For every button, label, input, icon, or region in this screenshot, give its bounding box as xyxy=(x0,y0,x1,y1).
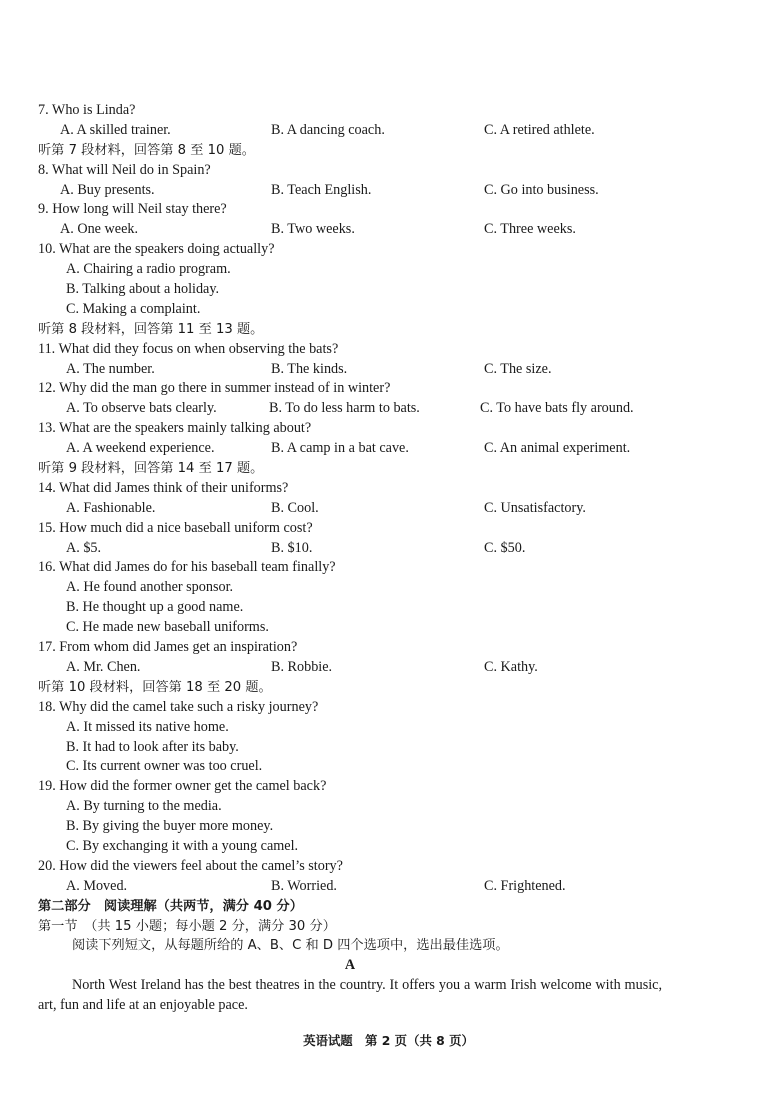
option-a: A. Buy presents. xyxy=(60,181,155,198)
question-20: 20. How did the viewers feel about the camel’s story? xyxy=(38,857,343,874)
option-c: C. An animal experiment. xyxy=(484,440,631,457)
option-c: C. He made new baseball uniforms. xyxy=(66,619,269,636)
option-b: B. He thought up a good name. xyxy=(66,599,244,616)
option-b: B. It had to look after its baby. xyxy=(66,738,239,755)
question-7-options xyxy=(38,121,668,141)
option-a: A. A skilled trainer. xyxy=(60,121,171,138)
option-c: C. A retired athlete. xyxy=(484,121,595,138)
option-a: A. It missed its native home. xyxy=(66,718,229,735)
question-13: 13. What are the speakers mainly talking about? xyxy=(38,420,312,437)
section-1-title: 第一节 （共 15 小题；每小题 2 分，满分 30 分） xyxy=(38,918,336,934)
option-c: C. The size. xyxy=(484,360,552,377)
option-b: B. By giving the buyer more money. xyxy=(66,818,274,835)
question-14: 14. What did James think of their uniforms? xyxy=(38,479,289,496)
option-c: C. To have bats fly around. xyxy=(480,400,634,417)
page-footer: 英语试题 第 2 页（共 8 页） xyxy=(303,1033,474,1048)
question-19: 19. How did the former owner get the camel back? xyxy=(38,778,327,795)
option-a: A. The number. xyxy=(66,360,155,377)
option-c: C. Three weeks. xyxy=(484,221,576,238)
option-a: A. Fashionable. xyxy=(66,499,156,516)
option-c: C. Unsatisfactory. xyxy=(484,499,586,516)
question-10: 10. What are the speakers doing actually? xyxy=(38,241,275,258)
page-content xyxy=(38,101,668,1016)
question-11: 11. What did they focus on when observing the bats? xyxy=(38,340,339,357)
option-b: B. A camp in a bat cave. xyxy=(271,440,409,457)
option-a: A. Moved. xyxy=(66,877,128,894)
option-a: A. A weekend experience. xyxy=(66,440,215,457)
option-a: A. He found another sponsor. xyxy=(66,579,234,596)
question-8-options xyxy=(38,181,668,201)
question-13-options xyxy=(38,439,668,459)
question-17: 17. From whom did James get an inspiration? xyxy=(38,639,298,656)
option-b: B. Two weeks. xyxy=(271,221,355,238)
question-16: 16. What did James do for his baseball team finally? xyxy=(38,559,336,576)
question-12: 12. Why did the man go there in summer instead of in winter? xyxy=(38,380,391,397)
instructions: 阅读下列短文，从每题所给的 A、B、C 和 D 四个选项中，选出最佳选项。 xyxy=(72,938,509,954)
option-c: C. By exchanging it with a young camel. xyxy=(66,837,299,854)
section-heading-8: 听第 8 段材料，回答第 11 至 13 题。 xyxy=(38,321,264,337)
question-15: 15. How much did a nice baseball uniform cost? xyxy=(38,519,313,536)
question-9: 9. How long will Neil stay there? xyxy=(38,201,227,218)
option-b: B. Worried. xyxy=(271,877,337,894)
question-15-options xyxy=(38,539,668,559)
option-a: A. $5. xyxy=(66,539,102,556)
question-17-options xyxy=(38,658,668,678)
option-b: B. To do less harm to bats. xyxy=(269,400,420,417)
section-heading-10: 听第 10 段材料，回答第 18 至 20 题。 xyxy=(38,679,272,695)
option-b: B. Teach English. xyxy=(271,181,372,198)
option-c: C. Go into business. xyxy=(484,181,599,198)
option-c: C. Kathy. xyxy=(484,658,538,675)
question-20-options xyxy=(38,877,668,897)
option-b: B. A dancing coach. xyxy=(271,121,385,138)
question-18: 18. Why did the camel take such a risky journey? xyxy=(38,698,319,715)
question-11-options xyxy=(38,360,668,380)
option-a: A. Chairing a radio program. xyxy=(66,261,231,278)
option-b: B. Robbie. xyxy=(271,658,333,675)
question-12-options xyxy=(38,399,668,419)
question-7: 7. Who is Linda? xyxy=(38,102,136,118)
option-c: C. Making a complaint. xyxy=(66,300,201,317)
section-heading-9: 听第 9 段材料，回答第 14 至 17 题。 xyxy=(38,461,264,477)
option-c: C. Frightened. xyxy=(484,877,566,894)
option-c: C. Its current owner was too cruel. xyxy=(66,758,263,775)
passage-text: North West Ireland has the best theatres in the country. It offers you a warm Irish welcome with music, art, fun and life at an enjoyable pace. xyxy=(38,977,662,1014)
option-b: B. Talking about a holiday. xyxy=(66,281,220,298)
option-c: C. $50. xyxy=(484,539,526,556)
section-heading-7: 听第 7 段材料，回答第 8 至 10 题。 xyxy=(38,142,255,158)
part-2-title: 第二部分 阅读理解（共两节，满分 40 分） xyxy=(38,898,303,914)
option-a: A. By turning to the media. xyxy=(66,798,222,815)
option-b: B. $10. xyxy=(271,539,313,556)
option-a: A. One week. xyxy=(60,221,139,238)
option-a: A. To observe bats clearly. xyxy=(66,400,217,417)
option-a: A. Mr. Chen. xyxy=(66,658,141,675)
option-b: B. The kinds. xyxy=(271,360,348,377)
question-9-options xyxy=(38,220,668,240)
question-8: 8. What will Neil do in Spain? xyxy=(38,161,211,178)
question-14-options xyxy=(38,499,668,519)
option-b: B. Cool. xyxy=(271,499,319,516)
passage-label: A xyxy=(344,957,356,974)
